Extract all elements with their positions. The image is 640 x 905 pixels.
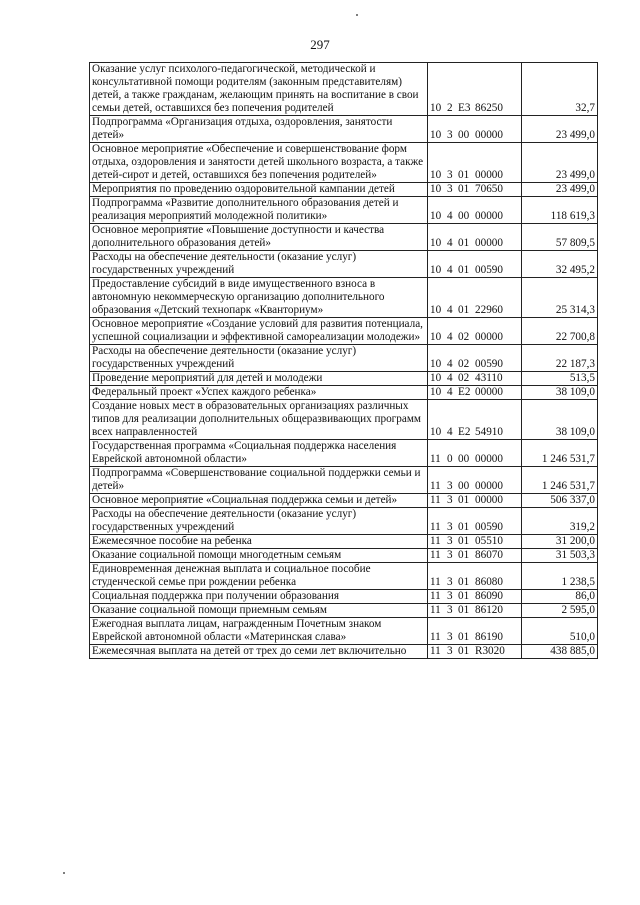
code-part-c1: 10 <box>430 237 442 249</box>
row-amount: 57 809,5 <box>522 224 598 251</box>
code-part-c2: 3 <box>447 129 453 141</box>
code-part-c2: 3 <box>447 183 453 195</box>
table-row <box>90 278 598 318</box>
row-amount: 23 499,0 <box>522 143 598 183</box>
code-part-c1: 11 <box>430 494 441 506</box>
row-amount: 118 619,3 <box>522 197 598 224</box>
code-part-c2: 3 <box>447 576 453 588</box>
row-description: Социальная поддержка при получении образования <box>90 590 428 604</box>
code-part-c4: 86190 <box>475 631 503 643</box>
code-part-c1: 11 <box>430 590 441 602</box>
row-description: Ежегодная выплата лицам, награжденным Почетным знаком Еврейской автономной области «Материнская слава» <box>90 618 428 645</box>
row-amount: 32 495,2 <box>522 251 598 278</box>
row-description: Основное мероприятие «Обеспечение и совершенствование форм отдыха, оздоровления и занятости детей школьного возраста, а также детей-сирот и детей, оставшихся без попечения родителей» <box>90 143 428 183</box>
code-part-c2: 4 <box>447 331 453 343</box>
row-amount: 319,2 <box>522 508 598 535</box>
code-part-c3: Е2 <box>458 386 471 398</box>
code-part-c3: 01 <box>458 590 470 602</box>
row-classification-code <box>428 400 522 440</box>
row-amount: 506 337,0 <box>522 494 598 508</box>
row-classification-code <box>428 494 522 508</box>
code-part-c1: 11 <box>430 521 441 533</box>
table-row <box>90 467 598 494</box>
code-part-c3: 00 <box>458 210 470 222</box>
code-part-c2: 4 <box>447 210 453 222</box>
row-classification-code <box>428 251 522 278</box>
code-part-c1: 10 <box>430 210 442 222</box>
code-part-c1: 10 <box>430 372 442 384</box>
row-description: Предоставление субсидий в виде имущественного взноса в автономную некоммерческую организацию дополнительного образования «Детский технопарк «Кванториум» <box>90 278 428 318</box>
row-amount: 38 109,0 <box>522 386 598 400</box>
row-classification-code <box>428 467 522 494</box>
row-classification-code <box>428 386 522 400</box>
code-part-c4: 86080 <box>475 576 503 588</box>
code-part-c3: Е3 <box>458 102 471 114</box>
row-amount: 22 187,3 <box>522 345 598 372</box>
row-classification-code <box>428 318 522 345</box>
code-part-c3: 02 <box>458 372 470 384</box>
row-classification-code <box>428 278 522 318</box>
code-part-c4: 86070 <box>475 549 503 561</box>
code-part-c4: 00590 <box>475 358 503 370</box>
code-part-c4: 86120 <box>475 604 503 616</box>
row-description: Единовременная денежная выплата и социальное пособие студенческой семье при рождении ребенка <box>90 563 428 590</box>
code-part-c1: 11 <box>430 645 441 657</box>
code-part-c1: 11 <box>430 576 441 588</box>
code-part-c4: 86250 <box>475 102 503 114</box>
row-amount: 438 885,0 <box>522 645 598 659</box>
code-part-c2: 2 <box>447 102 453 114</box>
row-amount: 513,5 <box>522 372 598 386</box>
code-part-c1: 10 <box>430 102 442 114</box>
code-part-c1: 10 <box>430 169 442 181</box>
code-part-c3: 01 <box>458 604 470 616</box>
code-part-c3: 01 <box>458 304 470 316</box>
row-description: Расходы на обеспечение деятельности (оказание услуг) государственных учреждений <box>90 508 428 535</box>
code-part-c4: 00000 <box>475 169 503 181</box>
row-classification-code <box>428 535 522 549</box>
row-description: Расходы на обеспечение деятельности (оказание услуг) государственных учреждений <box>90 345 428 372</box>
row-amount: 1 246 531,7 <box>522 440 598 467</box>
row-amount: 510,0 <box>522 618 598 645</box>
code-part-c4: 43110 <box>475 372 503 384</box>
row-amount: 86,0 <box>522 590 598 604</box>
row-description: Федеральный проект «Успех каждого ребенка» <box>90 386 428 400</box>
row-classification-code <box>428 604 522 618</box>
code-part-c1: 11 <box>430 604 441 616</box>
row-classification-code <box>428 645 522 659</box>
row-amount: 25 314,3 <box>522 278 598 318</box>
code-part-c2: 4 <box>447 358 453 370</box>
row-classification-code <box>428 143 522 183</box>
row-classification-code <box>428 372 522 386</box>
code-part-c1: 10 <box>430 386 442 398</box>
row-amount: 31 200,0 <box>522 535 598 549</box>
code-part-c4: 00590 <box>475 264 503 276</box>
row-description: Расходы на обеспечение деятельности (оказание услуг) государственных учреждений <box>90 251 428 278</box>
table-row <box>90 143 598 183</box>
row-classification-code <box>428 563 522 590</box>
code-part-c2: 3 <box>447 590 453 602</box>
row-classification-code <box>428 618 522 645</box>
code-part-c4: 05510 <box>475 535 503 547</box>
table-row <box>90 386 598 400</box>
code-part-c2: 4 <box>447 264 453 276</box>
table-row <box>90 494 598 508</box>
row-description: Подпрограмма «Развитие дополнительного образования детей и реализация мероприятий молодежной политики» <box>90 197 428 224</box>
row-description: Государственная программа «Социальная поддержка населения Еврейской автономной области» <box>90 440 428 467</box>
code-part-c3: 01 <box>458 494 470 506</box>
code-part-c3: 01 <box>458 535 470 547</box>
code-part-c2: 4 <box>447 304 453 316</box>
code-part-c1: 11 <box>430 549 441 561</box>
table-row <box>90 318 598 345</box>
code-part-c3: 01 <box>458 521 470 533</box>
code-part-c2: 3 <box>447 521 453 533</box>
code-part-c4: 70650 <box>475 183 503 195</box>
table-row <box>90 563 598 590</box>
code-part-c1: 10 <box>430 183 442 195</box>
code-part-c3: 01 <box>458 237 470 249</box>
row-amount: 32,7 <box>522 63 598 116</box>
code-part-c3: 02 <box>458 358 470 370</box>
row-description: Оказание социальной помощи многодетным семьям <box>90 549 428 563</box>
row-description: Подпрограмма «Организация отдыха, оздоровления, занятости детей» <box>90 116 428 143</box>
row-description: Основное мероприятие «Социальная поддержка семьи и детей» <box>90 494 428 508</box>
code-part-c3: 01 <box>458 645 470 657</box>
code-part-c2: 3 <box>447 169 453 181</box>
table-row <box>90 549 598 563</box>
row-classification-code <box>428 197 522 224</box>
code-part-c2: 4 <box>447 426 453 438</box>
code-part-c1: 10 <box>430 331 442 343</box>
code-part-c2: 3 <box>447 480 453 492</box>
code-part-c2: 3 <box>447 604 453 616</box>
code-part-c4: 00000 <box>475 237 503 249</box>
code-part-c1: 11 <box>430 631 441 643</box>
table-row <box>90 224 598 251</box>
code-part-c1: 10 <box>430 304 442 316</box>
code-part-c4: 22960 <box>475 304 503 316</box>
row-amount: 22 700,8 <box>522 318 598 345</box>
table-row <box>90 345 598 372</box>
code-part-c2: 0 <box>447 453 453 465</box>
row-description: Оказание социальной помощи приемным семьям <box>90 604 428 618</box>
code-part-c3: 01 <box>458 169 470 181</box>
row-amount: 2 595,0 <box>522 604 598 618</box>
row-description: Основное мероприятие «Создание условий для развития потенциала, успешной социализации и эффективной самореализации молодежи» <box>90 318 428 345</box>
code-part-c3: 01 <box>458 183 470 195</box>
row-description: Мероприятия по проведению оздоровительной кампании детей <box>90 183 428 197</box>
row-amount: 38 109,0 <box>522 400 598 440</box>
table-row <box>90 440 598 467</box>
table-row <box>90 590 598 604</box>
code-part-c3: 00 <box>458 453 470 465</box>
code-part-c1: 11 <box>430 453 441 465</box>
code-part-c2: 3 <box>447 631 453 643</box>
code-part-c3: Е2 <box>458 426 471 438</box>
code-part-c4: 86090 <box>475 590 503 602</box>
code-part-c2: 3 <box>447 549 453 561</box>
row-amount: 31 503,3 <box>522 549 598 563</box>
row-classification-code <box>428 63 522 116</box>
row-description: Ежемесячное пособие на ребенка <box>90 535 428 549</box>
row-classification-code <box>428 440 522 467</box>
code-part-c2: 3 <box>447 645 453 657</box>
code-part-c4: 54910 <box>475 426 503 438</box>
table-row <box>90 535 598 549</box>
budget-table-body <box>90 63 598 659</box>
row-description: Оказание услуг психолого-педагогической, методической и консультативной помощи родителям (законным представителям) детей, а также гражданам, желающим принять на воспитание в свои семьи детей, оставшихся без попечения родителей <box>90 63 428 116</box>
table-row <box>90 645 598 659</box>
code-part-c1: 10 <box>430 358 442 370</box>
table-row <box>90 183 598 197</box>
row-amount: 1 246 531,7 <box>522 467 598 494</box>
code-part-c2: 4 <box>447 237 453 249</box>
code-part-c4: 00000 <box>475 129 503 141</box>
code-part-c3: 00 <box>458 129 470 141</box>
row-description: Основное мероприятие «Повышение доступности и качества дополнительного образования детей» <box>90 224 428 251</box>
code-part-c4: 00590 <box>475 521 503 533</box>
page-number: 297 <box>310 37 330 52</box>
code-part-c3: 00 <box>458 480 470 492</box>
table-row <box>90 197 598 224</box>
code-part-c1: 11 <box>430 480 441 492</box>
code-part-c1: 11 <box>430 535 441 547</box>
table-row <box>90 400 598 440</box>
row-description: Проведение мероприятий для детей и молодежи <box>90 372 428 386</box>
scan-speck <box>63 872 65 874</box>
row-classification-code <box>428 224 522 251</box>
code-part-c3: 01 <box>458 549 470 561</box>
code-part-c3: 01 <box>458 264 470 276</box>
code-part-c1: 10 <box>430 264 442 276</box>
code-part-c4: 00000 <box>475 331 503 343</box>
row-classification-code <box>428 590 522 604</box>
row-amount: 1 238,5 <box>522 563 598 590</box>
table-row <box>90 251 598 278</box>
row-classification-code <box>428 508 522 535</box>
row-classification-code <box>428 345 522 372</box>
code-part-c4: 00000 <box>475 453 503 465</box>
row-amount: 23 499,0 <box>522 183 598 197</box>
code-part-c3: 01 <box>458 631 470 643</box>
code-part-c2: 3 <box>447 535 453 547</box>
row-description: Создание новых мест в образовательных организациях различных типов для реализации дополнительных общеразвивающих программ всех направленностей <box>90 400 428 440</box>
row-amount: 23 499,0 <box>522 116 598 143</box>
budget-table <box>89 62 598 659</box>
table-row <box>90 618 598 645</box>
table-row <box>90 604 598 618</box>
row-classification-code <box>428 116 522 143</box>
code-part-c3: 01 <box>458 576 470 588</box>
table-row <box>90 116 598 143</box>
row-classification-code <box>428 183 522 197</box>
code-part-c1: 10 <box>430 129 442 141</box>
table-row <box>90 372 598 386</box>
code-part-c4: 00000 <box>475 480 503 492</box>
code-part-c4: 00000 <box>475 386 503 398</box>
code-part-c2: 4 <box>447 372 453 384</box>
code-part-c4: 00000 <box>475 210 503 222</box>
table-row <box>90 63 598 116</box>
code-part-c2: 3 <box>447 494 453 506</box>
row-classification-code <box>428 549 522 563</box>
code-part-c1: 10 <box>430 426 442 438</box>
row-description: Ежемесячная выплата на детей от трех до семи лет включительно <box>90 645 428 659</box>
code-part-c4: R3020 <box>475 645 505 657</box>
scan-speck <box>356 14 358 16</box>
code-part-c3: 02 <box>458 331 470 343</box>
code-part-c2: 4 <box>447 386 453 398</box>
table-row <box>90 508 598 535</box>
code-part-c4: 00000 <box>475 494 503 506</box>
row-description: Подпрограмма «Совершенствование социальной поддержки семьи и детей» <box>90 467 428 494</box>
